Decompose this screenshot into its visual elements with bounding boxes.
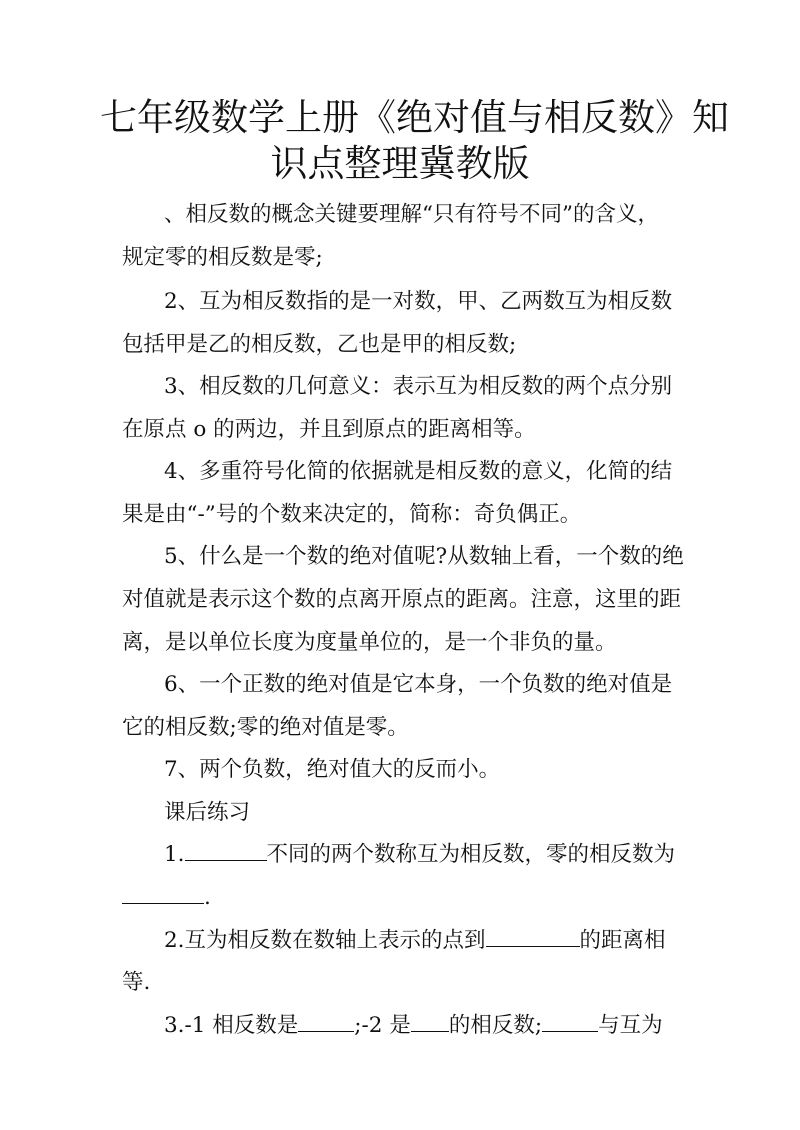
document-title-line1: 七年级数学上册《绝对值与相反数》知 <box>100 96 729 139</box>
exercise-1-blank-1 <box>185 840 267 861</box>
paragraph-4-line2: 果是由“-”号的个数来决定的，简称：奇负偶正。 <box>122 502 582 527</box>
document-title-line2: 识点整理冀教版 <box>270 142 530 185</box>
paragraph-4-line1: 4、多重符号化简的依据就是相反数的意义，化简的结 <box>164 459 673 484</box>
exercise-2-text: 的距离相 <box>579 928 666 953</box>
exercise-3-blank-3 <box>542 1011 598 1032</box>
paragraph-3-line1: 3、相反数的几何意义：表示互为相反数的两个点分别 <box>164 374 673 399</box>
paragraph-2-line1: 2、互为相反数指的是一对数，甲、乙两数互为相反数 <box>164 289 673 314</box>
exercise-2-blank <box>486 926 580 947</box>
paragraph-1-line2: 规定零的相反数是零; <box>122 245 323 270</box>
paragraph-5-line2: 对值就是表示这个数的点离开原点的距离。注意，这里的距 <box>122 587 682 612</box>
exercise-1-blank-2 <box>122 883 204 904</box>
exercise-3-line1 <box>164 1011 663 1041</box>
exercise-heading: 课后练习 <box>164 800 251 825</box>
exercise-3-end: 与互为 <box>598 1013 663 1038</box>
exercise-2-line2: 等. <box>122 970 151 995</box>
exercise-3-mid2: 的相反数; <box>448 1013 543 1038</box>
exercise-2-prefix: 2.互为相反数在数轴上表示的点到 <box>164 928 486 953</box>
exercise-1-end: . <box>204 885 211 910</box>
paragraph-7-line1: 7、两个负数，绝对值大的反而小。 <box>164 757 501 782</box>
exercise-1-line2 <box>122 883 211 913</box>
paragraph-1-line1: 、相反数的概念关键要理解“只有符号不同”的含义， <box>164 202 659 227</box>
exercise-1-line1 <box>164 840 675 870</box>
exercise-3-blank-2 <box>411 1011 449 1032</box>
exercise-3-mid1: ;-2 是 <box>354 1013 411 1038</box>
paragraph-6-line1: 6、一个正数的绝对值是它本身，一个负数的绝对值是 <box>164 672 673 697</box>
exercise-3-prefix: 3.-1 相反数是 <box>164 1013 299 1038</box>
paragraph-5-line1: 5、什么是一个数的绝对值呢?从数轴上看，一个数的绝 <box>164 544 684 569</box>
exercise-3-blank-1 <box>298 1011 354 1032</box>
paragraph-3-line2: 在原点 o 的两边，并且到原点的距离相等。 <box>122 417 536 442</box>
exercise-2-line1 <box>164 926 666 956</box>
paragraph-6-line2: 它的相反数;零的绝对值是零。 <box>122 715 409 740</box>
paragraph-2-line2: 包括甲是乙的相反数，乙也是甲的相反数; <box>122 332 517 357</box>
paragraph-5-line3: 离，是以单位长度为度量单位的，是一个非负的量。 <box>122 630 617 655</box>
exercise-1-text: 不同的两个数称互为相反数，零的相反数为 <box>266 842 676 867</box>
exercise-1-number: 1. <box>164 842 185 867</box>
